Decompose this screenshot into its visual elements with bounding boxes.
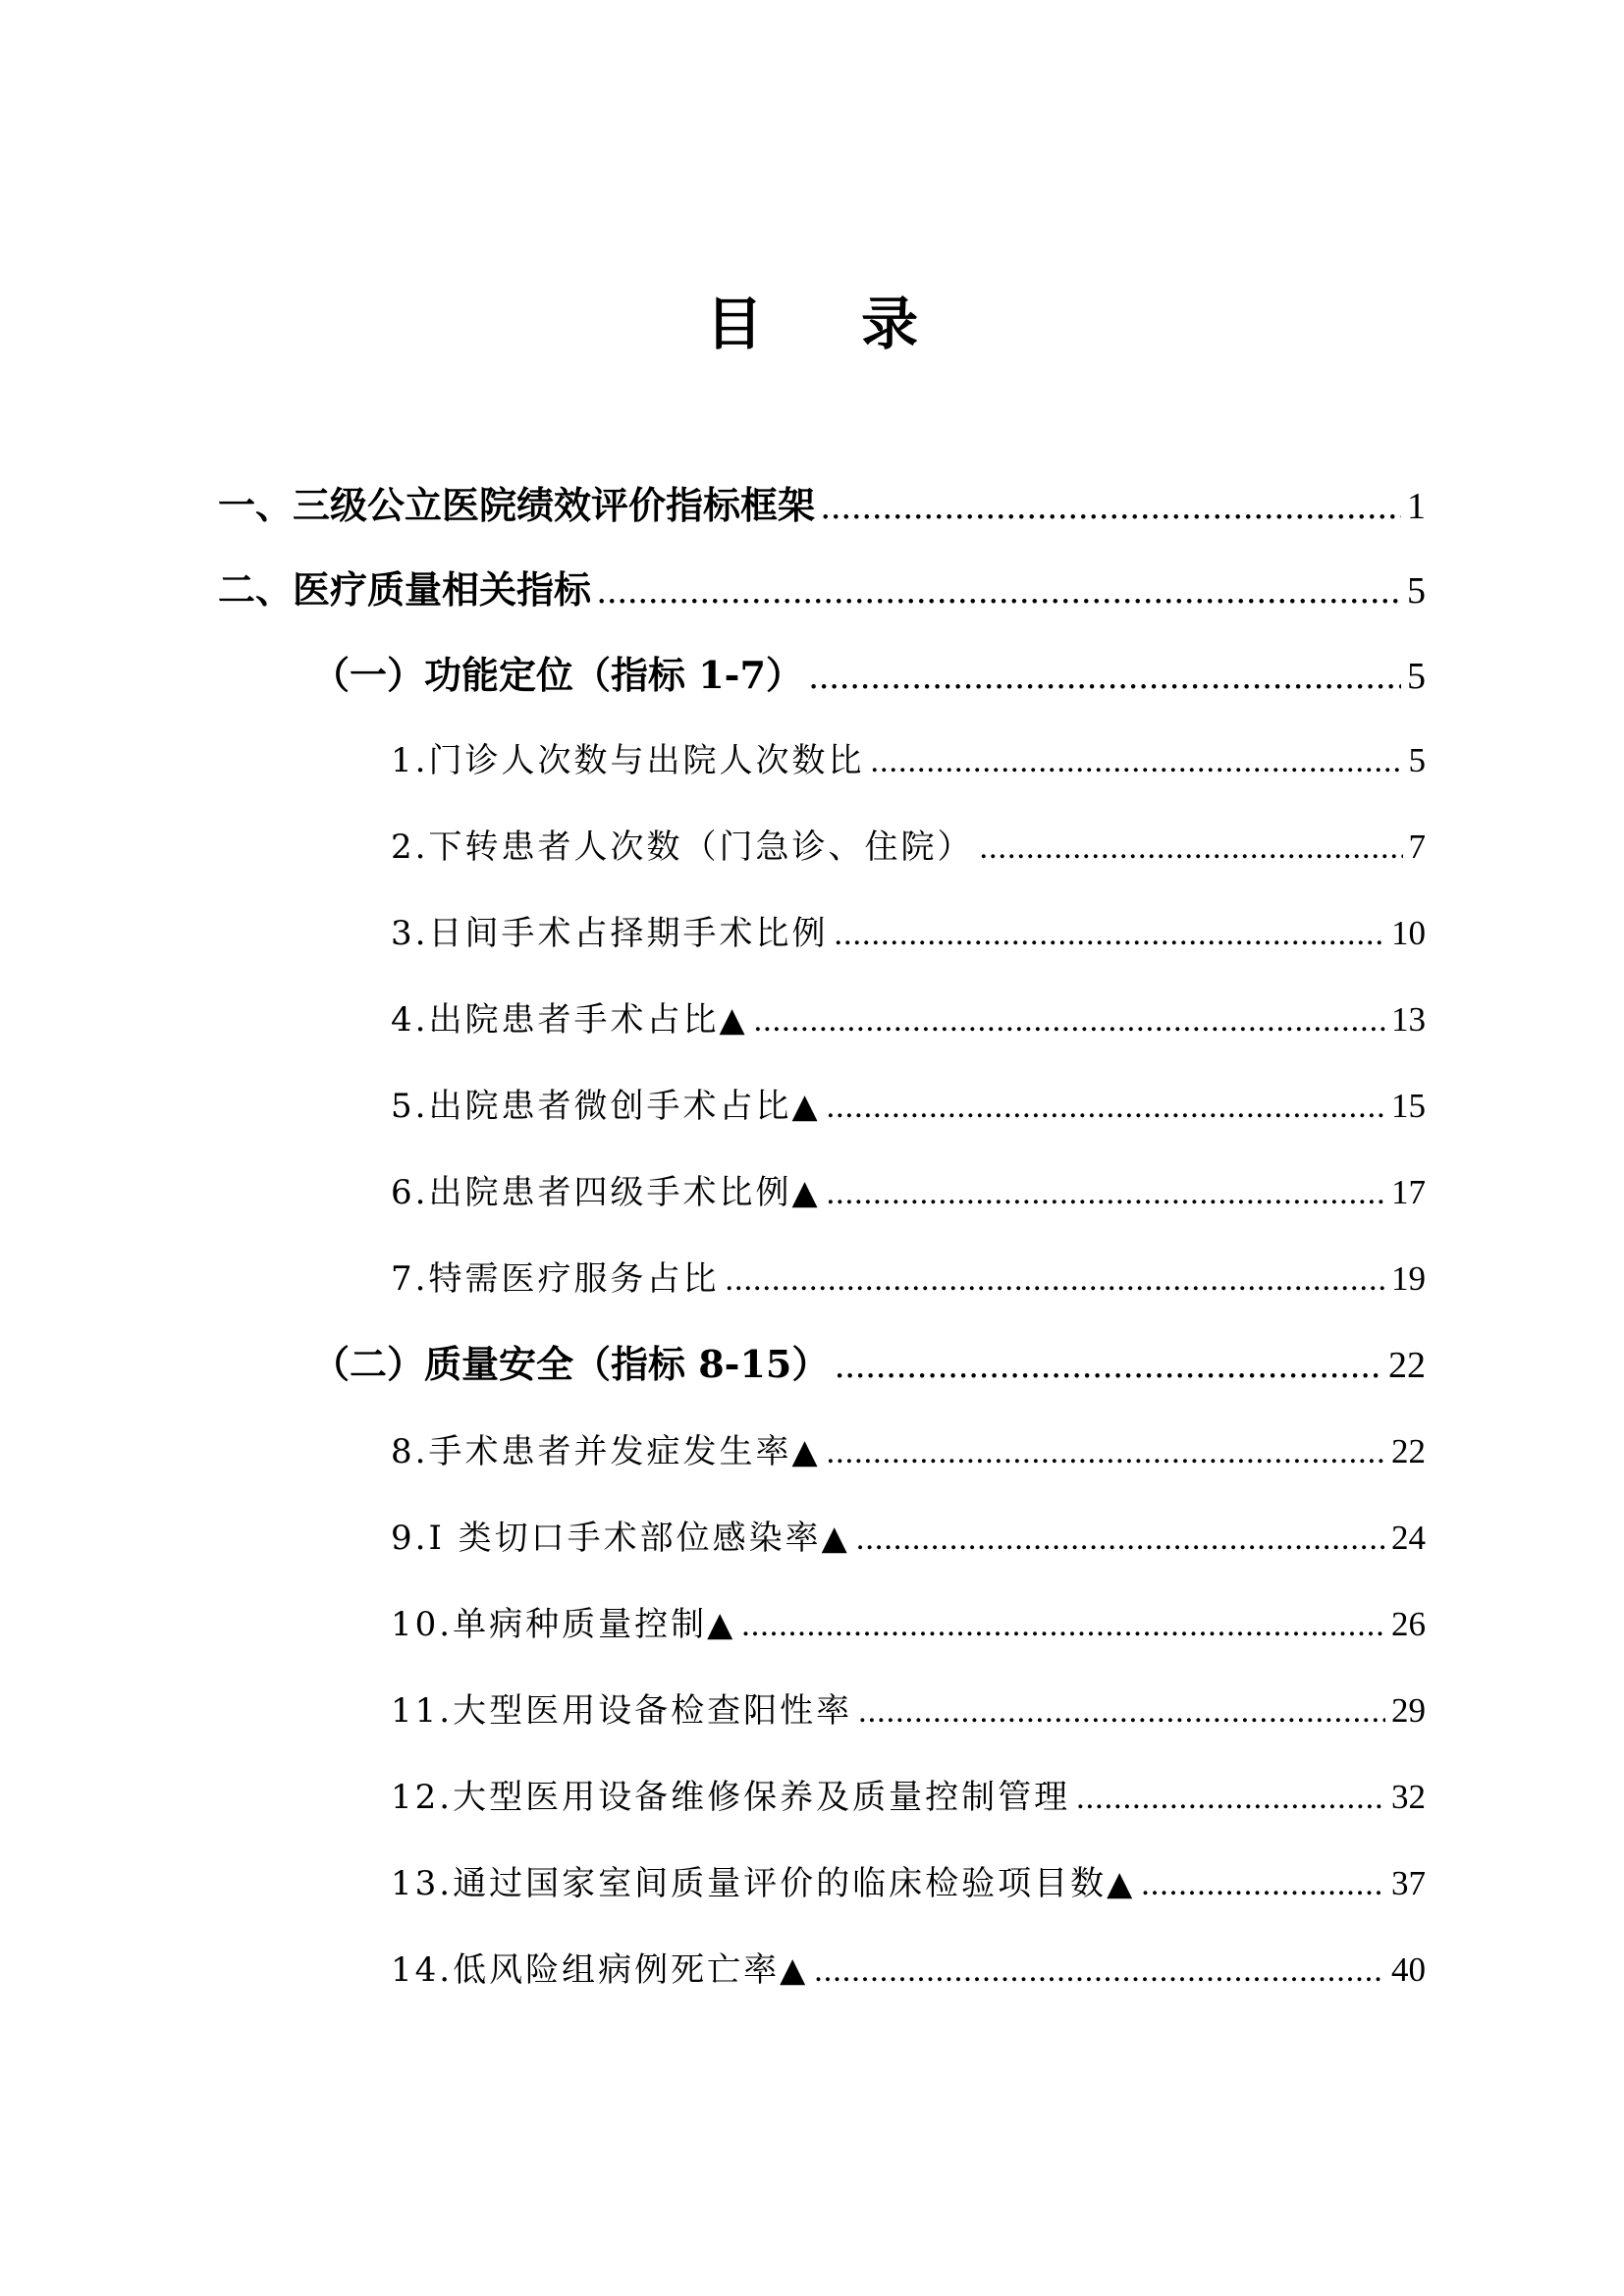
dot-leader xyxy=(754,993,1385,1048)
toc-entry-item-2[interactable] xyxy=(391,820,1426,875)
toc-page-number: 1 xyxy=(1407,486,1426,527)
toc-entry-label: 7.特需医疗服务占比 xyxy=(391,1259,720,1299)
dot-leader xyxy=(979,821,1402,876)
toc-page-number: 40 xyxy=(1391,1950,1426,1989)
toc-entry-section-2[interactable] xyxy=(218,561,1426,619)
toc-page-number: 15 xyxy=(1391,1087,1426,1125)
toc-entry-label: （二）质量安全（指标 8-15） xyxy=(312,1342,830,1386)
toc-page-number: 10 xyxy=(1391,914,1426,952)
toc-entry-label: 9.I 类切口手术部位感染率▲ xyxy=(391,1519,850,1558)
toc-entry-label: 8.手术患者并发症发生率▲ xyxy=(391,1432,821,1471)
dot-leader xyxy=(821,477,1401,536)
toc-page-number: 32 xyxy=(1391,1778,1426,1816)
toc-entry-item-5[interactable] xyxy=(391,1079,1426,1134)
toc-page-number: 22 xyxy=(1388,1345,1426,1386)
toc-page-number: 19 xyxy=(1391,1259,1426,1298)
toc-entry-item-11[interactable] xyxy=(391,1683,1426,1738)
toc-page-number: 13 xyxy=(1391,1000,1426,1039)
toc-entry-subsection-1[interactable] xyxy=(312,646,1426,705)
toc-page-number: 5 xyxy=(1407,656,1426,697)
toc-page-number: 37 xyxy=(1391,1864,1426,1902)
dot-leader xyxy=(827,1166,1385,1221)
dot-leader xyxy=(827,1425,1385,1480)
toc-page-number: 26 xyxy=(1391,1605,1426,1643)
toc-page-number: 17 xyxy=(1391,1173,1426,1211)
dot-leader xyxy=(809,647,1401,706)
toc-entry-item-3[interactable] xyxy=(391,906,1426,961)
toc-entry-item-9[interactable] xyxy=(391,1511,1426,1566)
toc-entry-subsection-2[interactable] xyxy=(312,1335,1426,1394)
toc-entry-item-7[interactable] xyxy=(391,1252,1426,1307)
toc-page-number: 29 xyxy=(1391,1691,1426,1730)
toc-entry-label: 1.门诊人次数与出院人次数比 xyxy=(391,741,865,780)
toc-entry-item-8[interactable] xyxy=(391,1424,1426,1479)
toc-entry-label: 3.日间手术占择期手术比例 xyxy=(391,914,829,953)
dot-leader xyxy=(870,734,1402,789)
dot-leader xyxy=(834,907,1385,962)
toc-page-number: 7 xyxy=(1408,828,1426,866)
toc-entry-label: （一）功能定位（指标 1-7） xyxy=(312,653,803,697)
toc-entry-label: 2.下转患者人次数（门急诊、住院） xyxy=(391,828,974,867)
page-title: 目 录 xyxy=(705,291,958,357)
dot-leader xyxy=(827,1080,1385,1135)
toc-entry-label: 12.大型医用设备维修保养及质量控制管理 xyxy=(391,1778,1071,1817)
toc-entry-item-14[interactable] xyxy=(391,1943,1426,1998)
toc-entry-label: 一、三级公立医院绩效评价指标框架 xyxy=(218,483,816,527)
toc-entry-item-12[interactable] xyxy=(391,1770,1426,1825)
toc-entry-item-13[interactable] xyxy=(391,1856,1426,1911)
toc-entry-item-1[interactable] xyxy=(391,733,1426,788)
toc-entry-item-4[interactable] xyxy=(391,992,1426,1047)
dot-leader xyxy=(597,561,1401,620)
toc-page-number: 5 xyxy=(1408,741,1426,779)
toc-entry-label: 14.低风险组病例死亡率▲ xyxy=(391,1950,809,1990)
dot-leader xyxy=(814,1944,1385,1999)
toc-page-number: 22 xyxy=(1391,1432,1426,1470)
dot-leader xyxy=(835,1336,1382,1395)
toc-entry-section-1[interactable] xyxy=(218,476,1426,535)
dot-leader xyxy=(741,1598,1385,1653)
toc-entry-label: 11.大型医用设备检查阳性率 xyxy=(391,1691,853,1731)
dot-leader xyxy=(725,1253,1385,1308)
toc-entry-label: 5.出院患者微创手术占比▲ xyxy=(391,1087,821,1126)
dot-leader xyxy=(1141,1857,1385,1912)
toc-entry-label: 二、医疗质量相关指标 xyxy=(218,567,592,612)
toc-entry-label: 4.出院患者手术占比▲ xyxy=(391,1000,748,1040)
toc-entry-label: 10.单病种质量控制▲ xyxy=(391,1605,736,1644)
toc-entry-item-10[interactable] xyxy=(391,1597,1426,1652)
toc-page-number: 24 xyxy=(1391,1519,1426,1557)
toc-entry-label: 6.出院患者四级手术比例▲ xyxy=(391,1173,821,1212)
toc-entry-label: 13.通过国家室间质量评价的临床检验项目数▲ xyxy=(391,1864,1136,1903)
dot-leader xyxy=(856,1512,1385,1567)
dot-leader xyxy=(858,1684,1385,1739)
dot-leader xyxy=(1076,1771,1385,1826)
toc-page-number: 5 xyxy=(1407,570,1426,612)
toc-entry-item-6[interactable] xyxy=(391,1165,1426,1220)
